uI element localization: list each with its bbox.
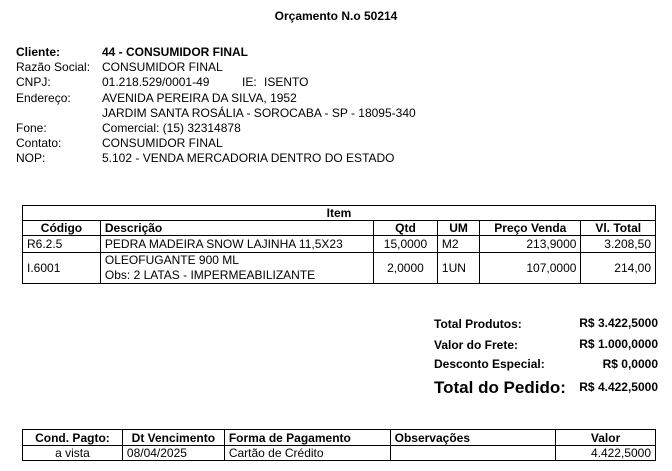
valor-frete-value: R$ 1.000,0000 — [579, 337, 658, 351]
desconto-label: Desconto Especial: — [434, 357, 545, 371]
table-row — [23, 446, 656, 461]
col-header-forma-pagamento: Forma de Pagamento — [224, 430, 390, 446]
col-header-codigo: Código — [23, 221, 101, 236]
cell-codigo: R6.2.5 — [23, 236, 101, 253]
cell-descricao: PEDRA MADEIRA SNOW LAJINHA 11,5X23 — [100, 236, 373, 253]
col-header-cond-pagto: Cond. Pagto: — [23, 430, 123, 446]
cell-obs: Obs: 2 LATAS - IMPERMEABILIZANTE — [104, 268, 316, 282]
col-header-qtd: Qtd — [374, 221, 438, 236]
items-table — [22, 205, 656, 284]
col-header-descricao: Descrição — [100, 221, 373, 236]
document-title: Orçamento N.o 50214 — [274, 9, 398, 23]
cell-vencimento: 08/04/2025 — [122, 446, 224, 461]
ie-value: ISENTO — [264, 75, 309, 89]
nop-label: NOP: — [16, 151, 46, 165]
col-header-um: UM — [437, 221, 479, 236]
razao-social-value: CONSUMIDOR FINAL — [102, 60, 223, 74]
total-produtos-label: Total Produtos: — [434, 317, 522, 331]
razao-social-label: Razão Social: — [16, 60, 91, 74]
fone-label: Fone: — [16, 121, 47, 135]
cnpj-label: CNPJ: — [16, 75, 51, 89]
endereco-line1: AVENIDA PEREIRA DA SILVA, 1952 — [102, 91, 297, 105]
items-caption-row — [23, 206, 656, 221]
total-pedido-label: Total do Pedido: — [434, 378, 566, 397]
col-header-vencimento: Dt Vencimento — [122, 430, 224, 446]
cell-total: 3.208,50 — [581, 236, 656, 253]
items-caption: Item — [23, 206, 656, 221]
col-header-valor: Valor — [556, 430, 656, 446]
table-row — [23, 253, 656, 284]
total-pedido-value: R$ 4.422,5000 — [579, 380, 658, 394]
cell-qtd: 15,0000 — [374, 236, 438, 253]
col-header-observacoes: Observações — [390, 430, 556, 446]
cell-um: 1UN — [437, 253, 479, 284]
cell-cond-pagto: a vista — [23, 446, 123, 461]
contato-value: CONSUMIDOR FINAL — [102, 136, 223, 150]
valor-frete-label: Valor do Frete: — [434, 338, 519, 352]
ie-label: IE: — [242, 75, 257, 89]
cell-forma-pagamento: Cartão de Crédito — [224, 446, 390, 461]
cell-total: 214,00 — [581, 253, 656, 284]
cell-observacoes — [390, 446, 556, 461]
endereco-label: Endereço: — [16, 91, 71, 105]
items-header-row — [23, 221, 656, 236]
cell-qtd: 2,0000 — [374, 253, 438, 284]
cell-preco: 213,9000 — [480, 236, 581, 253]
contato-label: Contato: — [16, 136, 62, 150]
cell-descricao: OLEOFUGANTE 900 ML — [104, 253, 239, 267]
cliente-value: 44 - CONSUMIDOR FINAL — [102, 45, 249, 59]
total-produtos-value: R$ 3.422,5000 — [579, 316, 658, 330]
cell-descricao-multiline — [100, 253, 373, 284]
payment-header-row — [23, 430, 656, 446]
table-row — [23, 236, 656, 253]
endereco-line2: JARDIM SANTA ROSÁLIA - SOROCABA - SP - 18095-340 — [102, 106, 416, 120]
payment-table — [22, 429, 656, 461]
col-header-total: Vl. Total — [581, 221, 656, 236]
nop-value: 5.102 - VENDA MERCADORIA DENTRO DO ESTADO — [102, 151, 395, 165]
cnpj-value: 01.218.529/0001-49 — [102, 75, 210, 89]
cell-codigo: I.6001 — [23, 253, 101, 284]
cell-um: M2 — [437, 236, 479, 253]
cell-valor: 4.422,5000 — [556, 446, 656, 461]
cell-preco: 107,0000 — [480, 253, 581, 284]
col-header-preco: Preço Venda — [480, 221, 581, 236]
fone-value: Comercial: (15) 32314878 — [102, 121, 241, 135]
cliente-label: Cliente: — [16, 45, 61, 59]
desconto-value: R$ 0,0000 — [602, 357, 658, 371]
